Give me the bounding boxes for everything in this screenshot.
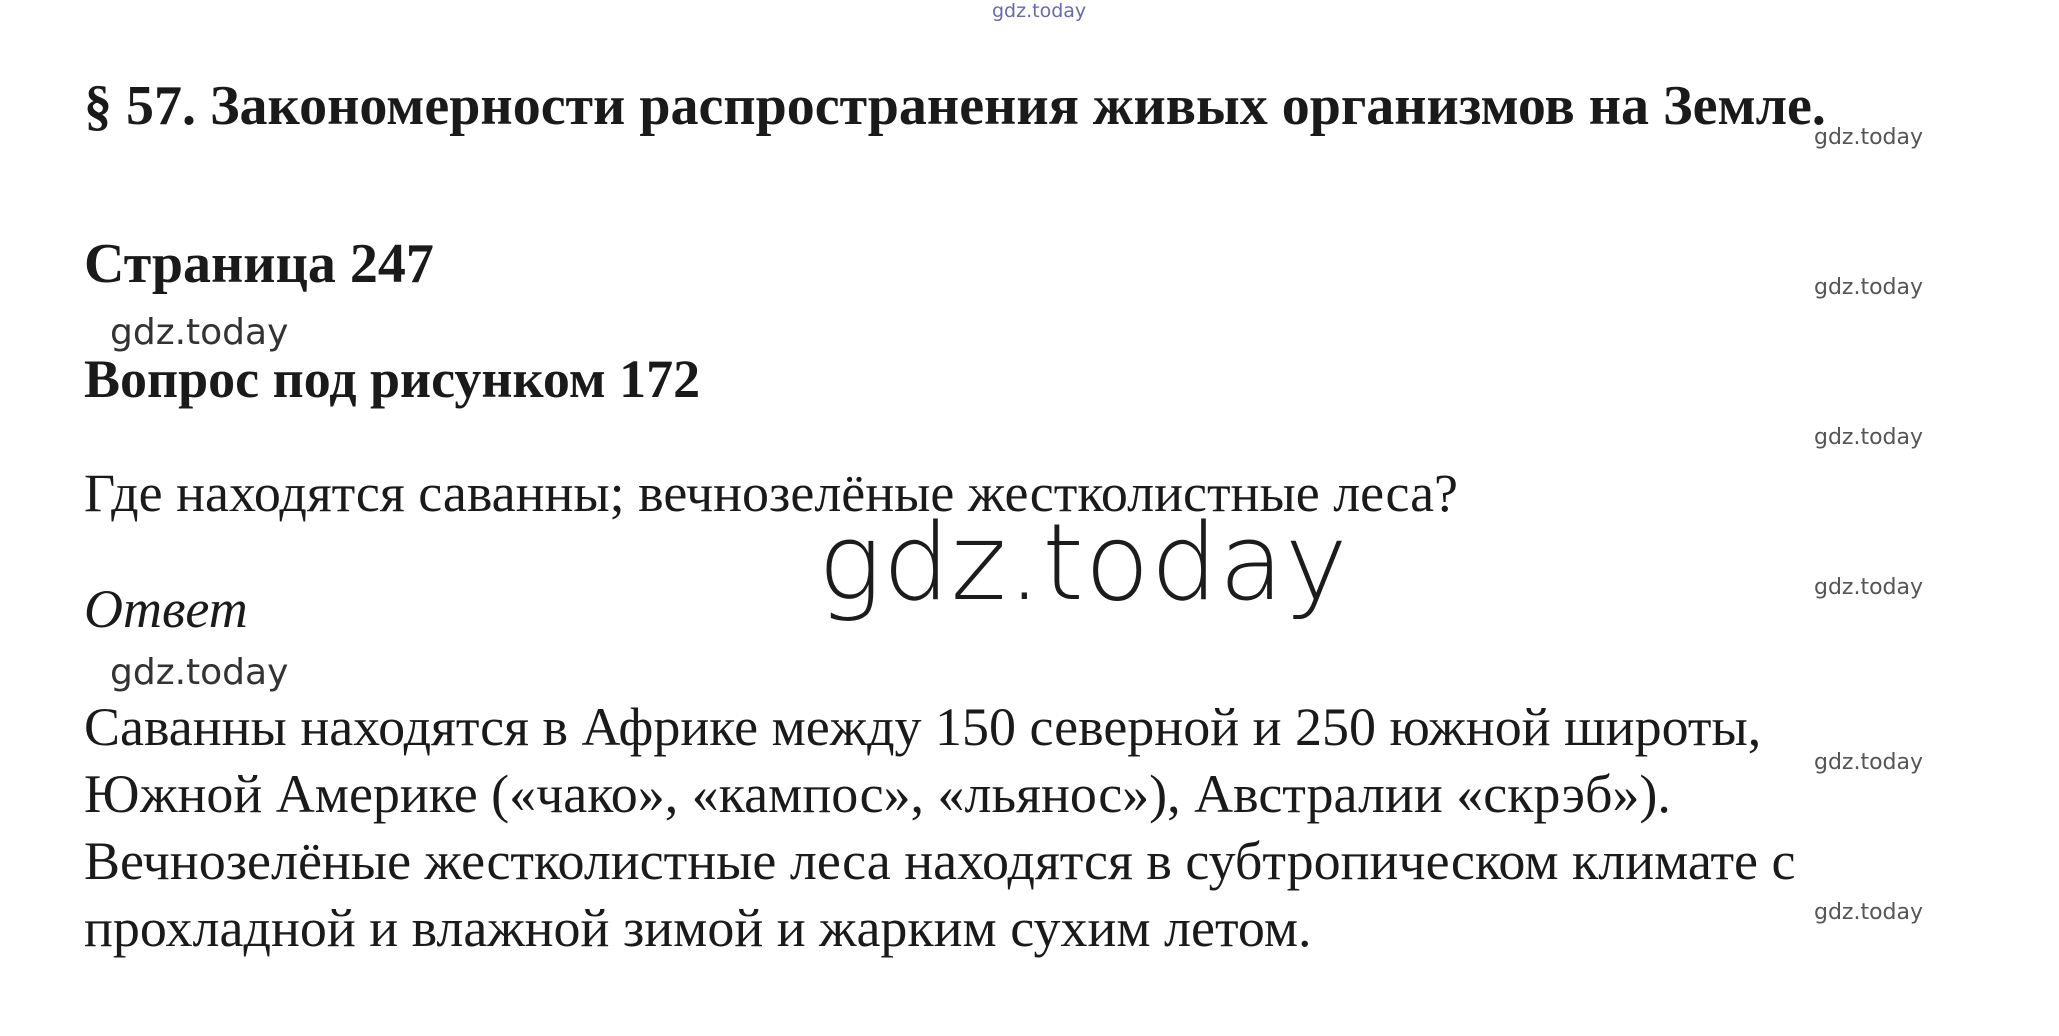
question-text: Где находятся саванны; вечнозелёные жестколистные леса? <box>84 463 1459 523</box>
question-heading: Вопрос под рисунком 172 <box>84 349 701 409</box>
watermark-left: gdz.today <box>110 652 289 693</box>
paragraph-title: § 57. Закономерности распространения живых организмов на Земле. <box>84 75 1826 137</box>
watermark-right: gdz.today <box>1814 125 1924 150</box>
watermark-right: gdz.today <box>1814 275 1924 300</box>
watermark-right: gdz.today <box>1814 425 1924 450</box>
watermark-right: gdz.today <box>1814 750 1924 775</box>
watermark-left: gdz.today <box>110 312 289 353</box>
answer-line: Саванны находятся в Африке между 150 северной и 250 южной широты, <box>84 697 1762 757</box>
page-heading: Страница 247 <box>84 233 434 295</box>
watermark-right: gdz.today <box>1814 900 1924 925</box>
watermark-top: gdz.today <box>992 0 1087 22</box>
watermark-right: gdz.today <box>1814 575 1924 600</box>
watermark-center: gdz.today <box>818 501 1349 624</box>
answer-line: Южной Америке («чако», «кампос», «льянос»), Австралии «скрэб»). <box>84 764 1671 824</box>
answer-line: Вечнозелёные жестколистные леса находятся в субтропическом климате с <box>84 831 1796 891</box>
answer-line: прохладной и влажной зимой и жарким сухим летом. <box>84 898 1312 958</box>
answer-label: Ответ <box>84 579 248 639</box>
